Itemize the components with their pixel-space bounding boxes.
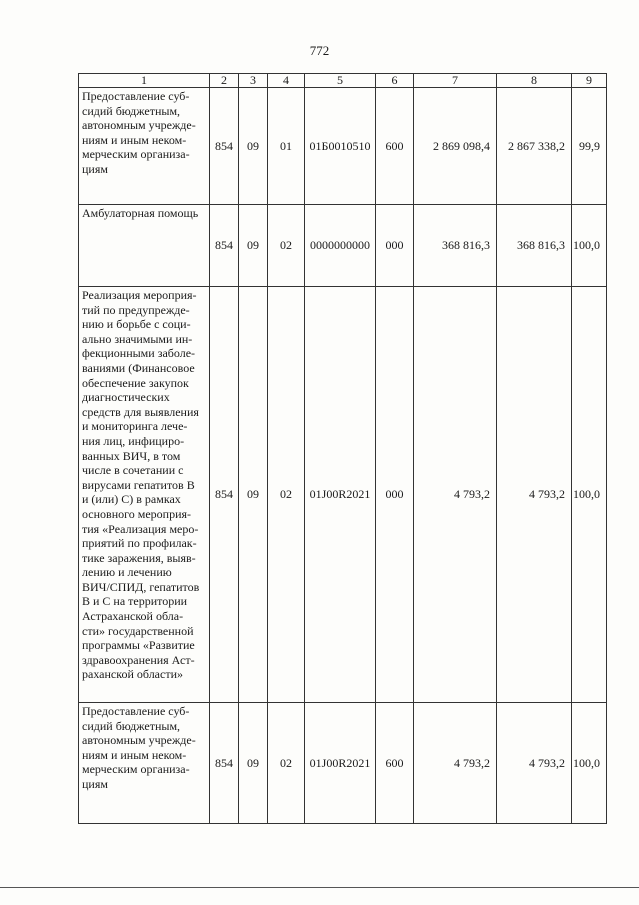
column-number: 2: [210, 74, 239, 88]
budget-table: [78, 73, 607, 824]
column-number-row: [79, 74, 607, 88]
section-code: 09: [239, 205, 268, 287]
fact-amount: 4 793,2: [497, 287, 572, 703]
expense-type-code: 600: [376, 703, 414, 824]
section-code: 09: [239, 287, 268, 703]
plan-amount: 2 869 098,4: [414, 88, 497, 205]
table-row: [79, 703, 607, 824]
expense-name: Реализация мероприя- тий по предупрежде- нию и борьбе с соци- ально значимыми ин- фекционными заболе- ваниями (Финансовое обеспечение закупок диагностических средств для выявления и мониторинга лече- ния лиц, инфициро- ванных ВИЧ, в том числе в сочетании с вирусами гепатитов В и (или) С) в рамках основного мероприя- тия «Реализация меро- приятий по профилак- тике заражения, выяв- лению и лечению ВИЧ/СПИД, гепатитов В и С на территории Астраханской обла- сти» государственной программы «Развитие здравоохранения Аст- раханской области»: [79, 287, 210, 703]
expense-type-code: 000: [376, 205, 414, 287]
plan-amount: 368 816,3: [414, 205, 497, 287]
subsection-code: 02: [268, 703, 305, 824]
expense-name: Предоставление суб- сидий бюджетным, автономным учрежде- ниям и иным неком- мерческим организа- циям: [79, 703, 210, 824]
plan-amount: 4 793,2: [414, 287, 497, 703]
execution-percent: 100,0: [572, 287, 607, 703]
fact-amount: 368 816,3: [497, 205, 572, 287]
column-number: 4: [268, 74, 305, 88]
ved-code: 854: [210, 205, 239, 287]
expense-type-code: 000: [376, 287, 414, 703]
column-number: 6: [376, 74, 414, 88]
ved-code: 854: [210, 287, 239, 703]
column-number: 5: [305, 74, 376, 88]
column-number: 7: [414, 74, 497, 88]
subsection-code: 02: [268, 205, 305, 287]
ved-code: 854: [210, 88, 239, 205]
target-article-code: 01J00R2021: [305, 703, 376, 824]
subsection-code: 02: [268, 287, 305, 703]
fact-amount: 4 793,2: [497, 703, 572, 824]
page-bottom-rule: [0, 887, 639, 888]
execution-percent: 100,0: [572, 703, 607, 824]
column-number: 1: [79, 74, 210, 88]
column-number: 9: [572, 74, 607, 88]
column-number: 8: [497, 74, 572, 88]
subsection-code: 01: [268, 88, 305, 205]
page-number: 772: [309, 43, 330, 58]
expense-name: Амбулаторная помощь: [79, 205, 210, 287]
target-article-code: 0000000000: [305, 205, 376, 287]
section-code: 09: [239, 88, 268, 205]
fact-amount: 2 867 338,2: [497, 88, 572, 205]
execution-percent: 100,0: [572, 205, 607, 287]
table-row: [79, 205, 607, 287]
target-article-code: 01J00R2021: [305, 287, 376, 703]
ved-code: 854: [210, 703, 239, 824]
column-number: 3: [239, 74, 268, 88]
expense-type-code: 600: [376, 88, 414, 205]
target-article-code: 01Б0010510: [305, 88, 376, 205]
expense-name: Предоставление суб- сидий бюджетным, автономным учрежде- ниям и иным неком- мерческим организа- циям: [79, 88, 210, 205]
section-code: 09: [239, 703, 268, 824]
table-row: [79, 88, 607, 205]
plan-amount: 4 793,2: [414, 703, 497, 824]
execution-percent: 99,9: [572, 88, 607, 205]
table-row: [79, 287, 607, 703]
